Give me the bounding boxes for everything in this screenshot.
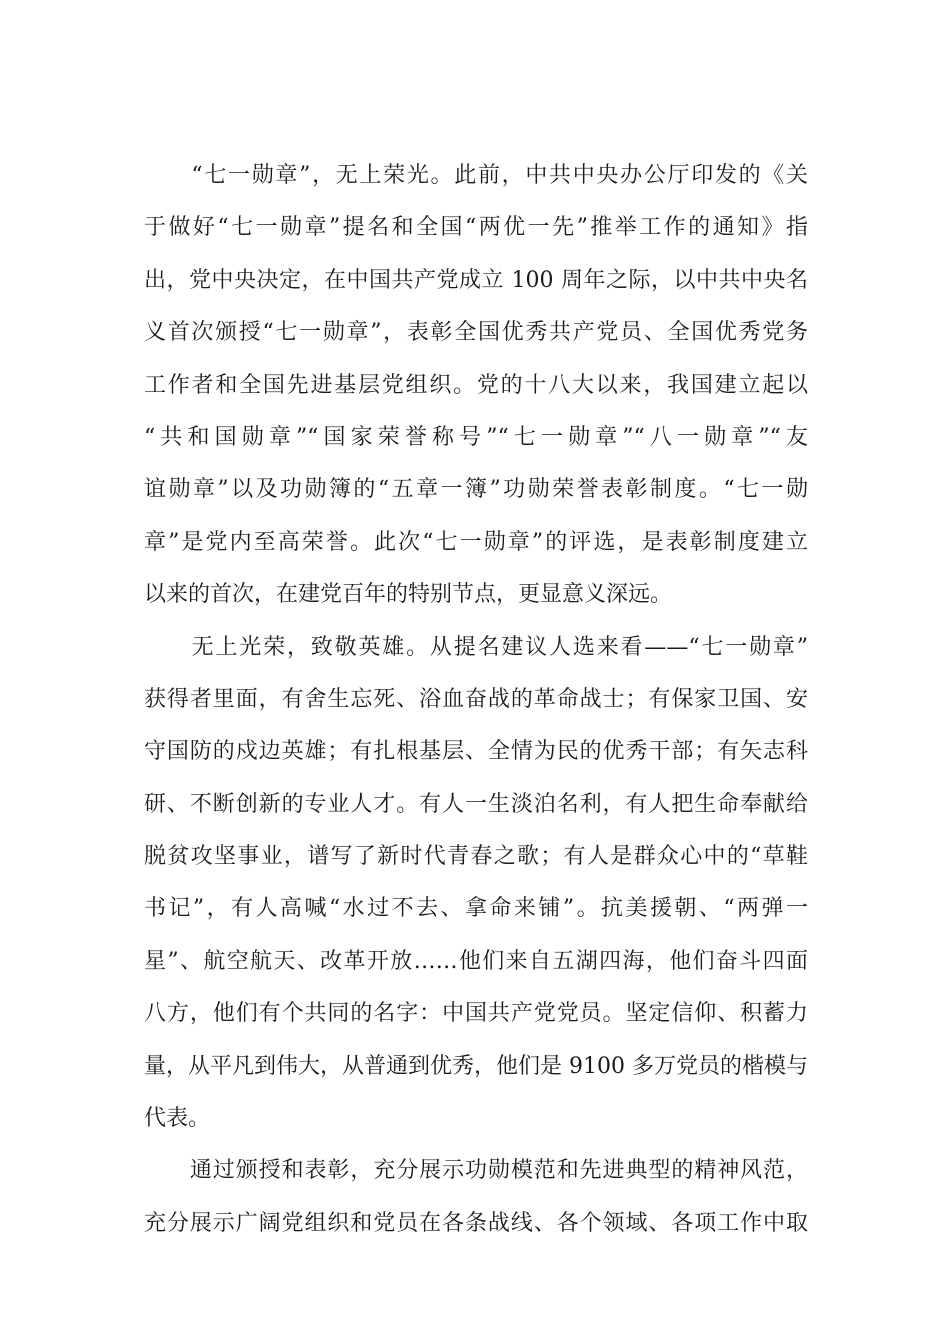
text-line: 以来的首次，在建党百年的特别节点，更显意义深远。 [144,582,673,608]
text-line: 出，党中央决定，在中国共产党成立 100 周年之际，以中共中央名 [144,267,808,293]
text-line: 谊勋章”以及功勋簿的“五章一簿”功勋荣誉表彰制度。“七一勋 [144,477,808,503]
text-line: 代表。 [144,1106,211,1132]
text-line: “共和国勋章”“国家荣誉称号”“七一勋章”“八一勋章”“友 [144,424,808,450]
text-line: “七一勋章”，无上荣光。此前，中共中央办公厅印发的《关 [144,163,808,188]
text-line: 守国防的戍边英雄；有扎根基层、全情为民的优秀干部；有矢志科 [144,739,808,765]
text-line: 获得者里面，有舍生忘死、浴血奋战的革命战士；有保家卫国、安 [144,686,808,712]
body-text [144,150,808,1250]
text-line: 书记”，有人高喊“水过不去、拿命来铺”。抗美援朝、“两弹一 [144,896,808,922]
text-line: 工作者和全国先进基层党组织。党的十八大以来，我国建立起以 [144,372,808,398]
text-line: 星”、航空航天、改革开放……他们来自五湖四海，他们奋斗四面 [144,948,808,974]
paragraph-1 [144,150,808,622]
text-line: 充分展示广阔党组织和党员在各条战线、各个领域、各项工作中取 [144,1210,808,1236]
text-line: 八方，他们有个共同的名字：中国共产党党员。坚定信仰、积蓄力 [144,1001,808,1027]
text-line: 于做好“七一勋章”提名和全国“两优一先”推举工作的通知》指 [144,215,808,241]
text-line: 量，从平凡到伟大，从普通到优秀，他们是 9100 多万党员的楷模与 [144,1053,808,1079]
text-line: 脱贫攻坚事业，谱写了新时代青春之歌；有人是群众心中的“草鞋 [144,844,808,870]
text-line: 章”是党内至高荣誉。此次“七一勋章”的评选，是表彰制度建立 [144,529,808,555]
text-line: 无上光荣，致敬英雄。从提名建议人选来看——“七一勋章” [144,634,808,660]
text-line: 研、不断创新的专业人才。有人一生淡泊名利，有人把生命奉献给 [144,791,808,817]
text-line: 义首次颁授“七一勋章”，表彰全国优秀共产党员、全国优秀党务 [144,320,808,346]
text-line: 通过颁授和表彰，充分展示功勋模范和先进典型的精神风范， [144,1158,808,1184]
paragraph-3 [144,1145,808,1250]
paragraph-2 [144,622,808,1146]
